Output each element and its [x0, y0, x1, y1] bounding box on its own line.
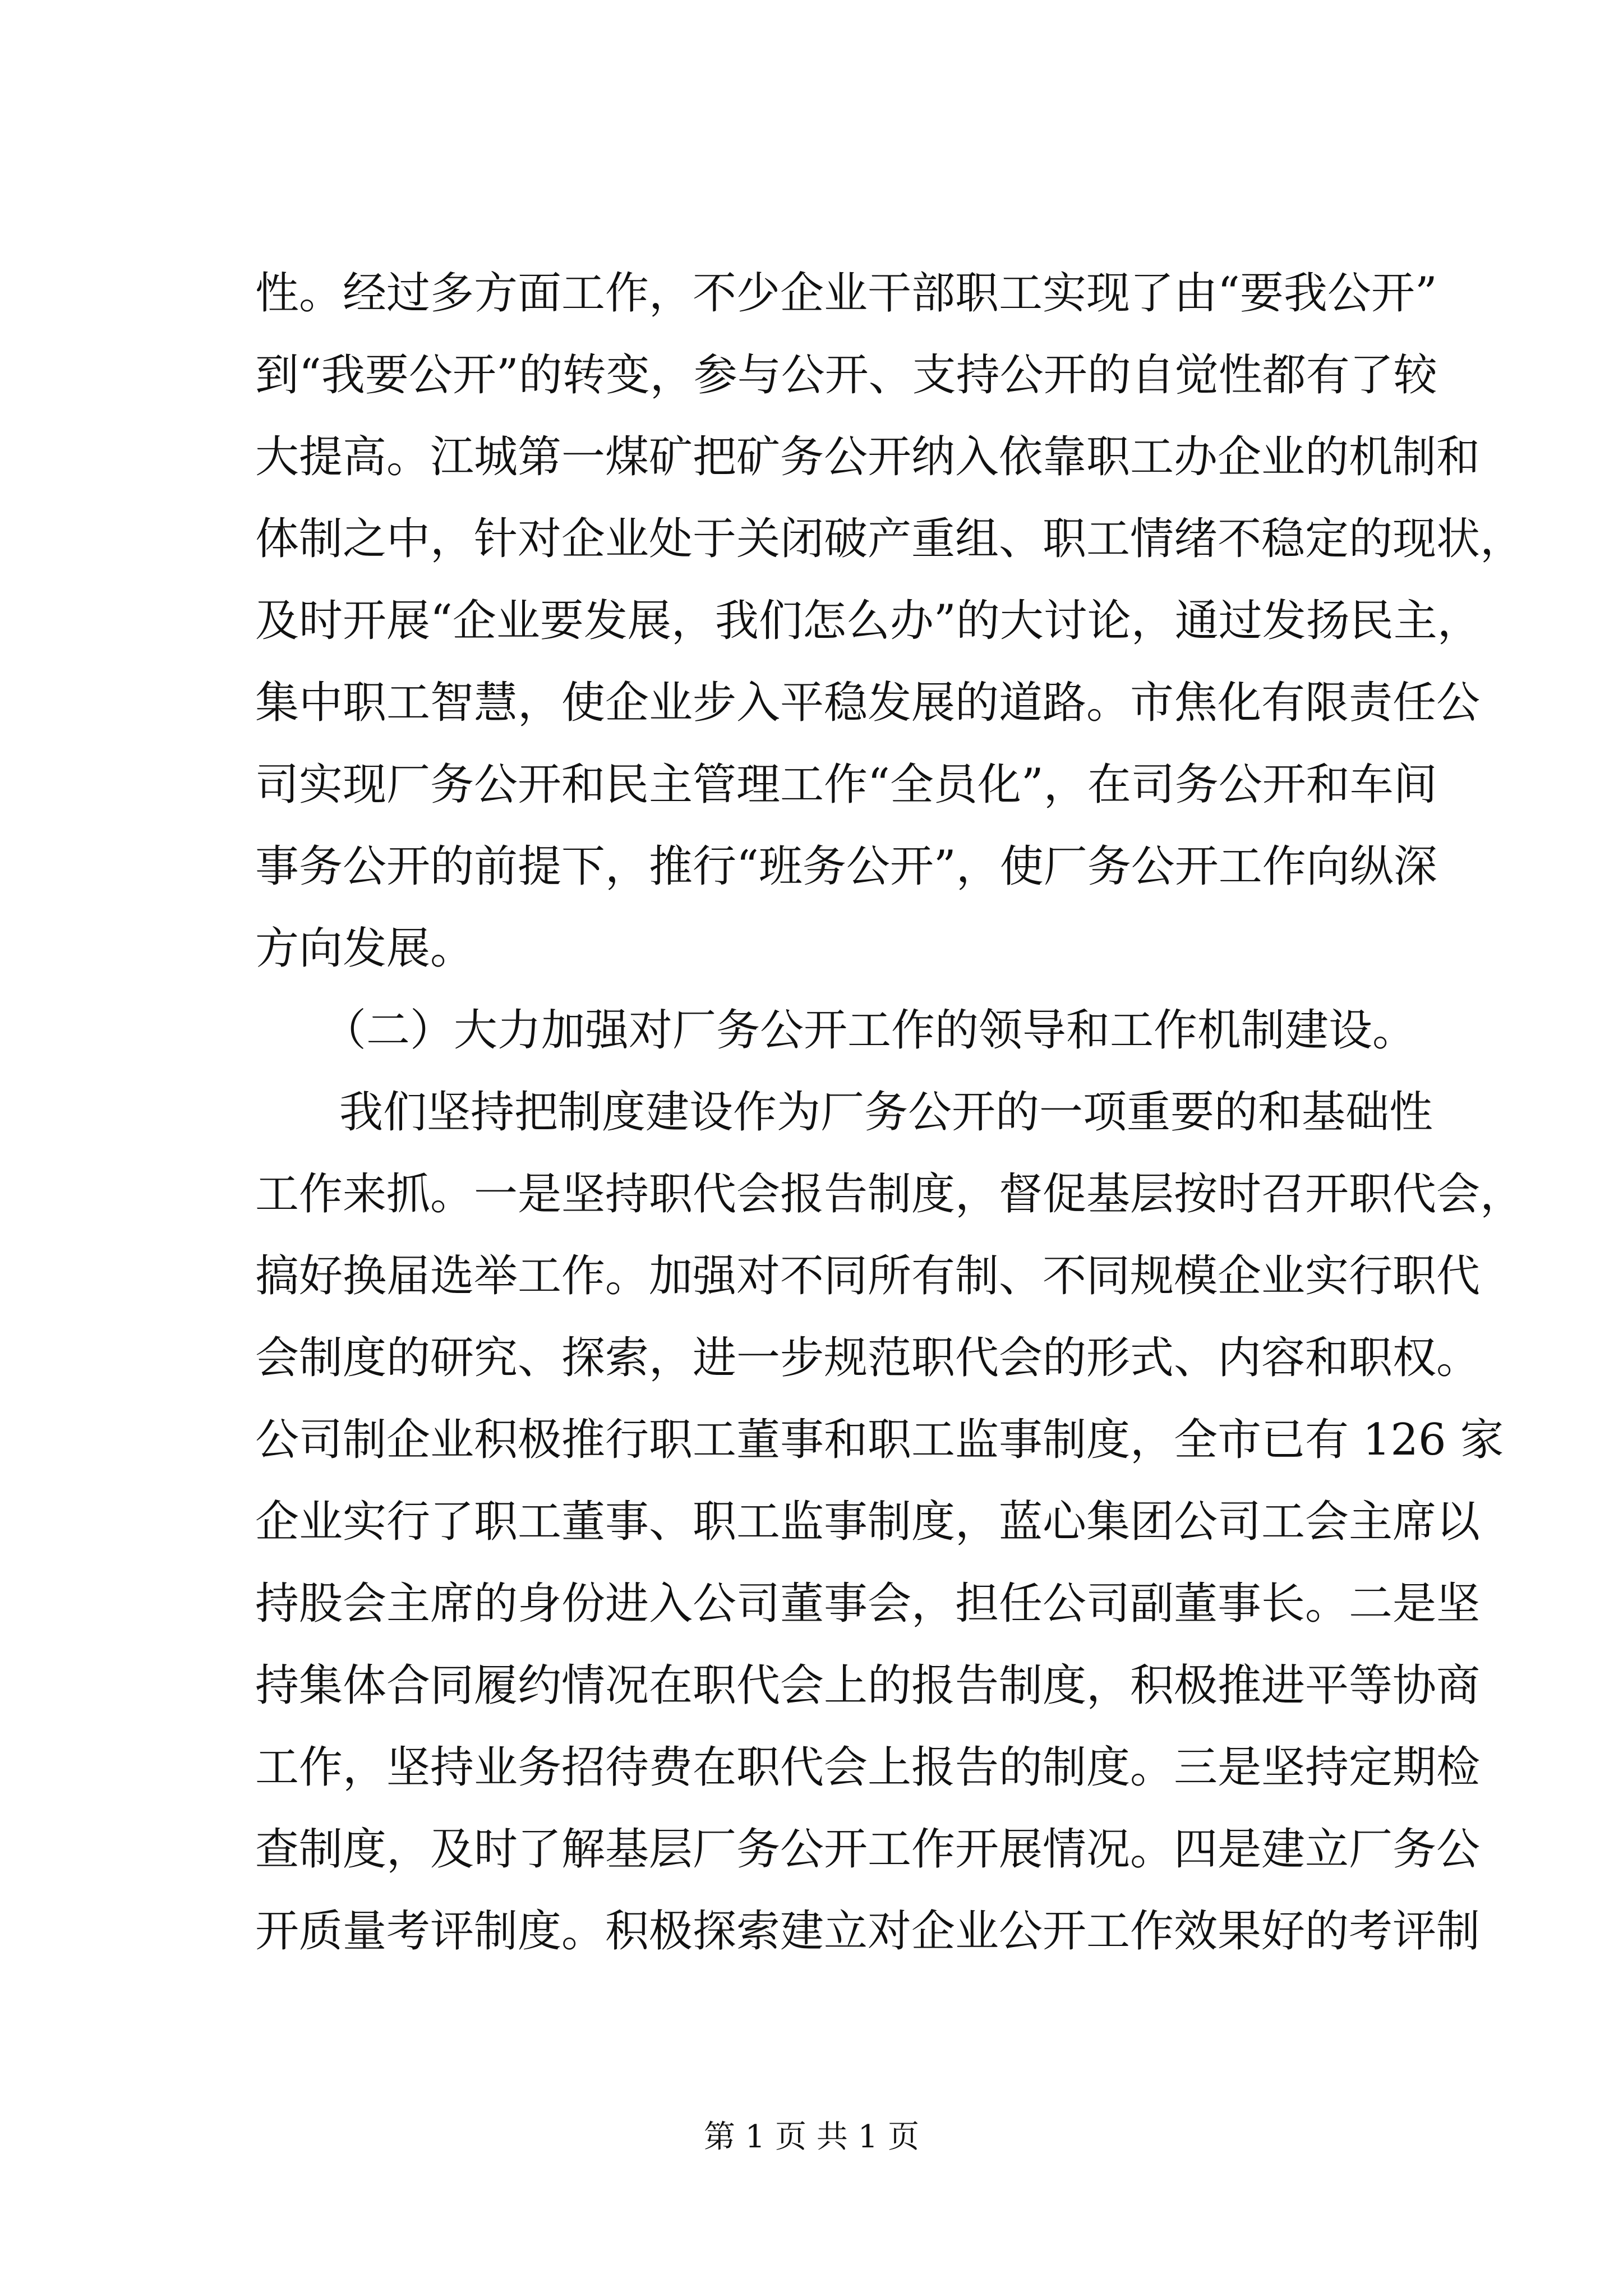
- text-line: 工作，坚持业务招待费在职代会上报告的制度。三是坚持定期检: [255, 1742, 1481, 1793]
- text-line: 工作来抓。一是坚持职代会报告制度，督促基层按时召开职代会，: [255, 1169, 1524, 1220]
- body-text: [255, 252, 1524, 1972]
- text-line: 大提高。江城第一煤矿把矿务公开纳入依靠职工办企业的机制和: [255, 432, 1481, 482]
- text-line: 性。经过多方面工作，不少企业干部职工实现了由“要我公开”: [255, 268, 1437, 319]
- text-line: 方向发展。: [255, 923, 474, 974]
- text-line: 司实现厂务公开和民主管理工作“全员化”，在司务公开和车间: [255, 760, 1437, 810]
- text-line: 企业实行了职工董事、职工监事制度，蓝心集团公司工会主席以: [255, 1497, 1481, 1547]
- text-line: 到“我要公开”的转变，参与公开、支持公开的自觉性都有了较: [255, 350, 1437, 401]
- text-line: 会制度的研究、探索，进一步规范职代会的形式、内容和职权。: [255, 1333, 1481, 1383]
- text-line: 我们坚持把制度建设作为厂务公开的一项重要的和基础性: [339, 1087, 1433, 1138]
- text-line: 集中职工智慧，使企业步入平稳发展的道路。市焦化有限责任公: [255, 678, 1481, 728]
- text-line: 事务公开的前提下，推行“班务公开”，使厂务公开工作向纵深: [255, 841, 1437, 892]
- page-footer: 第 1 页 共 1 页: [703, 2119, 920, 2155]
- text-line: 体制之中，针对企业处于关闭破产重组、职工情绪不稳定的现状，: [255, 514, 1524, 564]
- section-heading: （二）大力加强对厂务公开工作的领导和工作机制建设。: [322, 1005, 1417, 1056]
- text-line: 持股会主席的身份进入公司董事会，担任公司副董事长。二是坚: [255, 1579, 1481, 1629]
- text-line: 查制度，及时了解基层厂务公开工作开展情况。四是建立厂务公: [255, 1824, 1481, 1875]
- text-line: 开质量考评制度。积极探索建立对企业公开工作效果好的考评制: [255, 1906, 1481, 1957]
- text-line: 搞好换届选举工作。加强对不同所有制、不同规模企业实行职代: [255, 1251, 1481, 1301]
- text-line: 及时开展“企业要发展，我们怎么办”的大讨论，通过发扬民主，: [255, 596, 1481, 646]
- text-line: 持集体合同履约情况在职代会上的报告制度，积极推进平等协商: [255, 1660, 1481, 1711]
- text-line: 公司制企业积极推行职工董事和职工监事制度，全市已有 126 家: [255, 1415, 1504, 1465]
